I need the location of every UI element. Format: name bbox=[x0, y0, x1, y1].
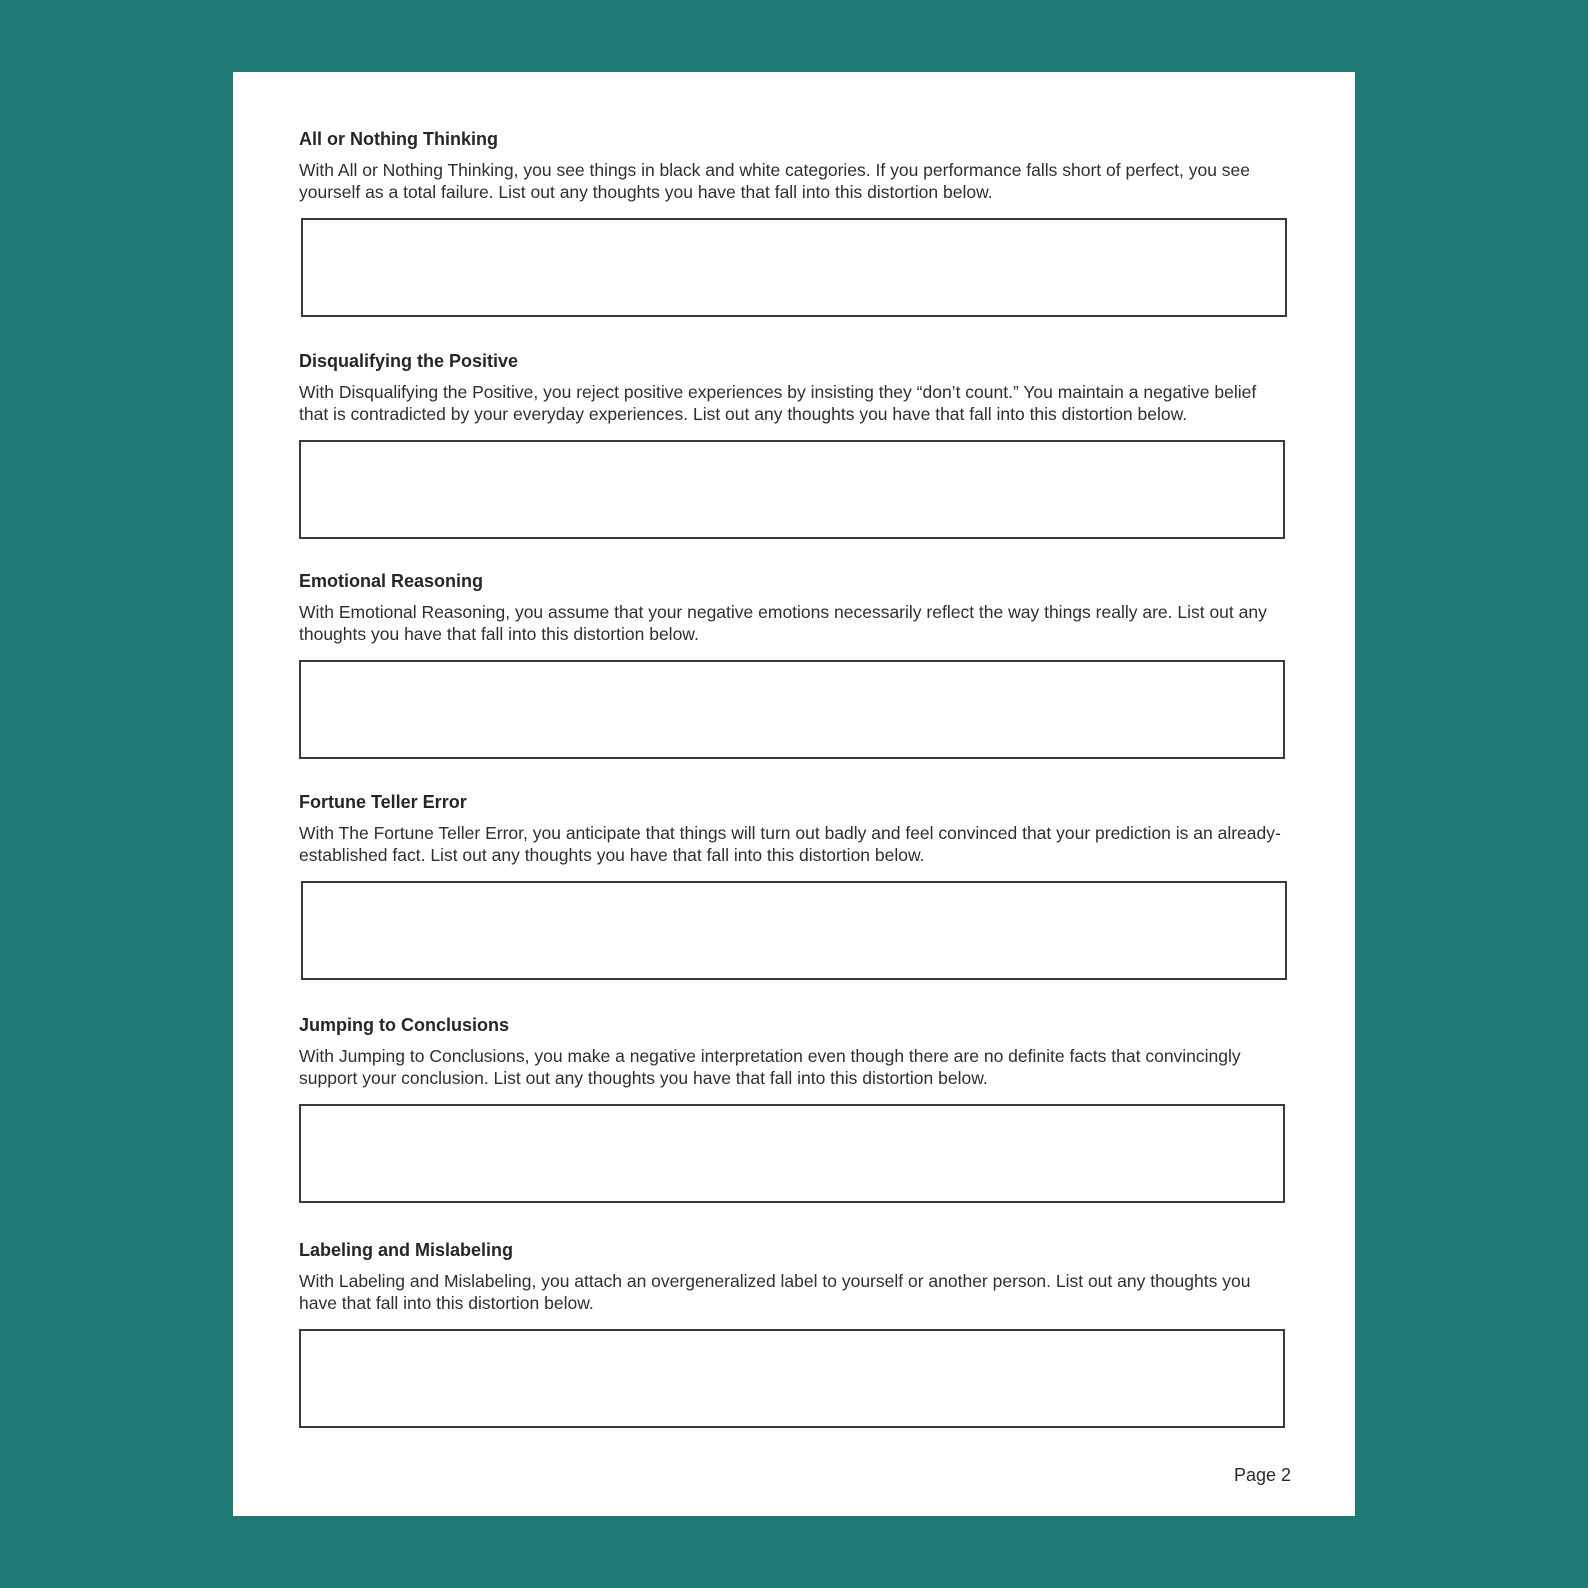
section-title: Fortune Teller Error bbox=[299, 792, 467, 812]
section-title: Labeling and Mislabeling bbox=[299, 1240, 514, 1260]
section-disqualifying-positive bbox=[299, 350, 1289, 425]
section-emotional-reasoning bbox=[299, 570, 1289, 645]
response-box-emotional-reasoning[interactable] bbox=[299, 660, 1285, 759]
response-box-jumping-conclusions[interactable] bbox=[299, 1104, 1285, 1203]
section-all-or-nothing bbox=[299, 128, 1289, 203]
section-description: With Disqualifying the Positive, you reject positive experiences by insisting they “don’t count.” You maintain a negative belief that is contradicted by your everyday experiences. List out any thoughts you have that fall into this distortion below. bbox=[299, 382, 1257, 424]
section-title: Emotional Reasoning bbox=[299, 571, 484, 591]
section-description: With The Fortune Teller Error, you anticipate that things will turn out badly and feel convinced that your prediction is an already-established fact. List out any thoughts you have that fall into this distortion below. bbox=[299, 823, 1281, 865]
section-description: With Labeling and Mislabeling, you attach an overgeneralized label to yourself or another person. List out any thoughts you have that fall into this distortion below. bbox=[299, 1271, 1251, 1313]
section-title: All or Nothing Thinking bbox=[299, 129, 498, 149]
response-box-all-or-nothing[interactable] bbox=[301, 218, 1287, 317]
section-fortune-teller bbox=[299, 791, 1289, 866]
section-description: With All or Nothing Thinking, you see things in black and white categories. If you performance falls short of perfect, you see yourself as a total failure. List out any thoughts you have that fall into this distortion below. bbox=[299, 160, 1251, 202]
section-labeling bbox=[299, 1239, 1289, 1314]
page-number: Page 2 bbox=[1233, 1465, 1291, 1485]
response-box-labeling[interactable] bbox=[299, 1329, 1285, 1428]
section-title: Disqualifying the Positive bbox=[299, 351, 519, 371]
section-description: With Emotional Reasoning, you assume that your negative emotions necessarily reflect the way things really are. List out any thoughts you have that fall into this distortion below. bbox=[299, 602, 1267, 644]
worksheet-page bbox=[233, 72, 1355, 1516]
response-box-fortune-teller[interactable] bbox=[301, 881, 1287, 980]
response-box-disqualifying-positive[interactable] bbox=[299, 440, 1285, 539]
section-jumping-conclusions bbox=[299, 1014, 1289, 1089]
section-description: With Jumping to Conclusions, you make a negative interpretation even though there are no definite facts that convincingly support your conclusion. List out any thoughts you have that fall into this distortion below. bbox=[299, 1046, 1241, 1088]
section-title: Jumping to Conclusions bbox=[299, 1015, 509, 1035]
